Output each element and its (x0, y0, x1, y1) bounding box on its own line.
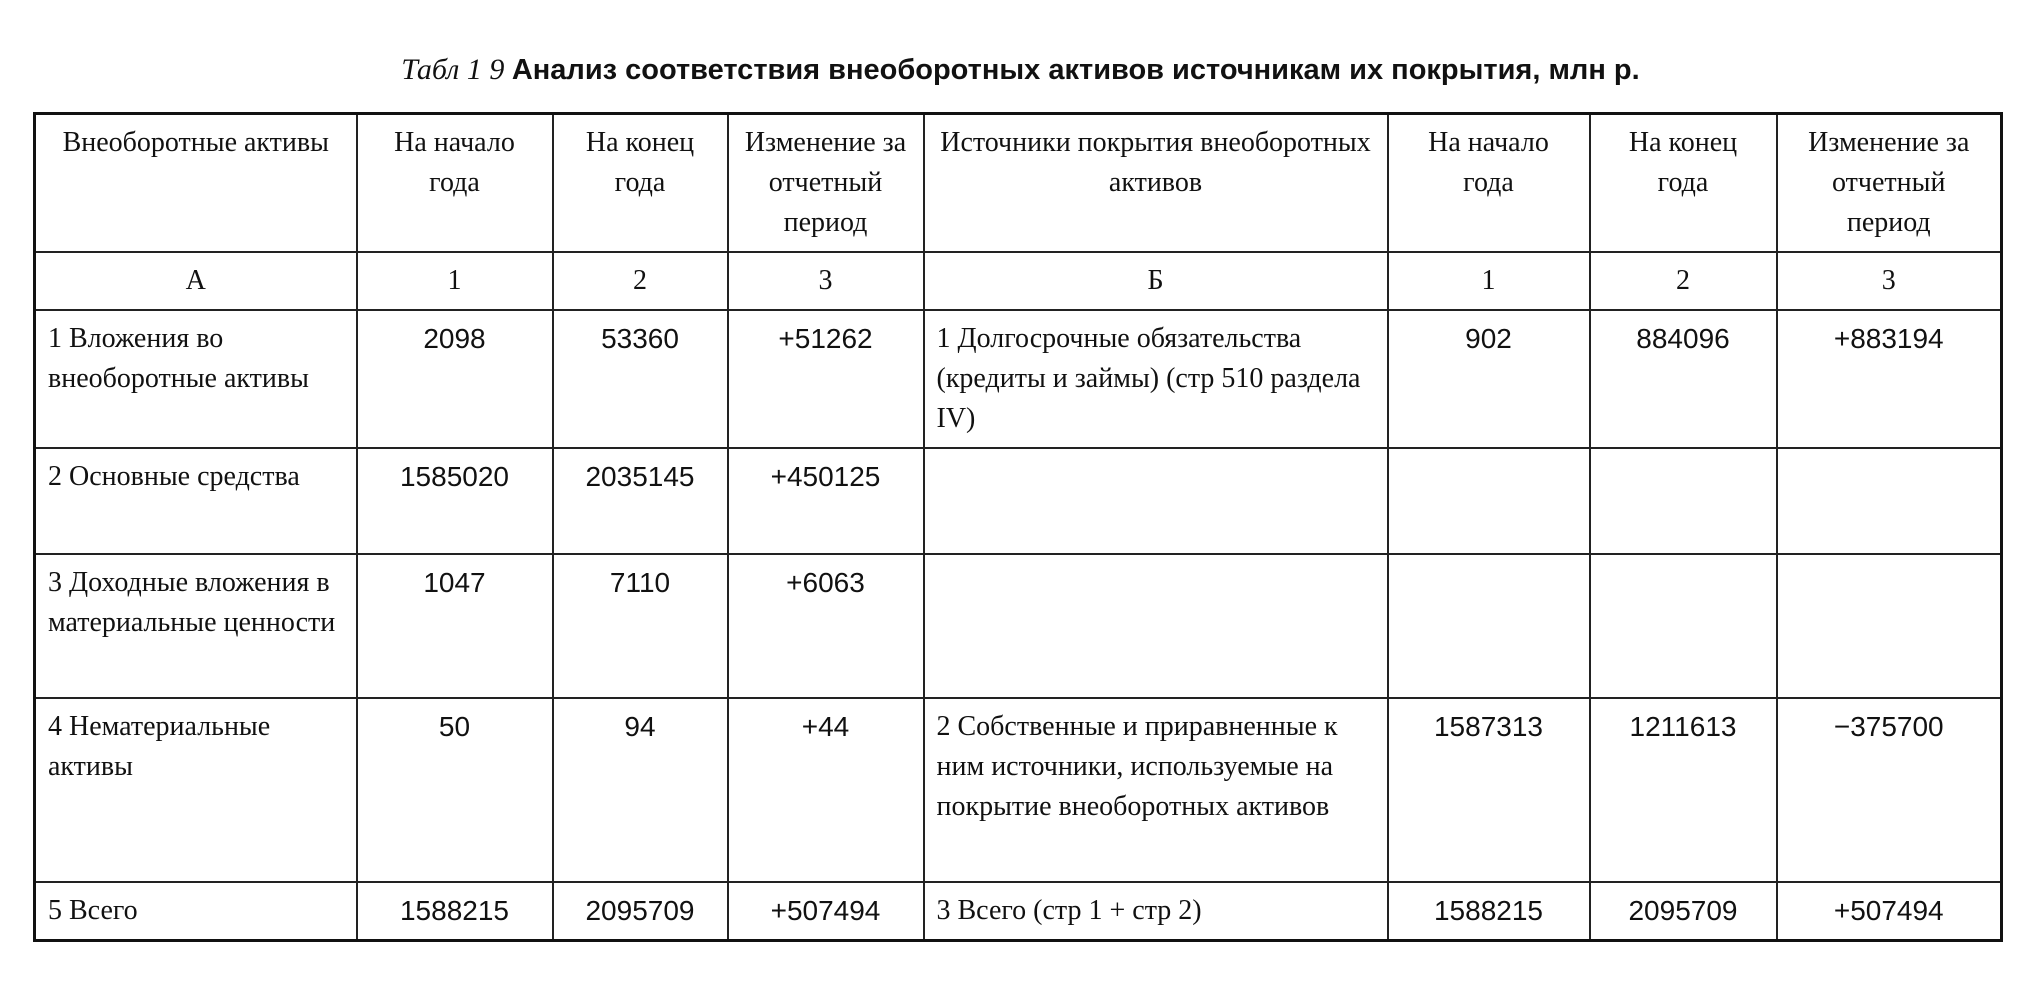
asset-end-value: 94 (553, 698, 728, 882)
header-change-2: Изменение за отчетный период (1777, 114, 2002, 253)
source-end-value (1590, 448, 1777, 554)
source-start-value (1388, 554, 1590, 698)
asset-change-value: +6063 (728, 554, 924, 698)
asset-change-value: +507494 (728, 882, 924, 941)
source-end-value: 2095709 (1590, 882, 1777, 941)
asset-change-value: +51262 (728, 310, 924, 448)
index-cell: 2 (1590, 252, 1777, 310)
index-cell: Б (924, 252, 1388, 310)
table-row (35, 310, 2002, 448)
table-number: Табл 1 9 (401, 53, 505, 86)
source-change-value: +883194 (1777, 310, 2002, 448)
asset-name: 1 Вложения во внеоборотные активы (35, 310, 357, 448)
asset-end-value: 2095709 (553, 882, 728, 941)
source-name: 3 Всего (стр 1 + стр 2) (924, 882, 1388, 941)
source-end-value: 1211613 (1590, 698, 1777, 882)
asset-end-value: 2035145 (553, 448, 728, 554)
asset-name: 5 Всего (35, 882, 357, 941)
source-change-value: +507494 (1777, 882, 2002, 941)
index-cell: 3 (728, 252, 924, 310)
asset-name: 3 Доходные вложения в материальные ценности (35, 554, 357, 698)
asset-change-value: +450125 (728, 448, 924, 554)
header-start: На начало года (357, 114, 553, 253)
table-title: Анализ соответствия внеоборотных активов источникам их покрытия, млн р. (511, 54, 1640, 86)
source-end-value (1590, 554, 1777, 698)
asset-end-value: 7110 (553, 554, 728, 698)
source-change-value: −375700 (1777, 698, 2002, 882)
header-change: Изменение за отчетный период (728, 114, 924, 253)
source-name (924, 448, 1388, 554)
table-row (35, 698, 2002, 882)
header-assets: Внеоборотные активы (35, 114, 357, 253)
source-start-value (1388, 448, 1590, 554)
table-caption (0, 52, 2041, 88)
asset-start-value: 50 (357, 698, 553, 882)
analysis-table (33, 112, 2003, 942)
asset-start-value: 1047 (357, 554, 553, 698)
source-end-value: 884096 (1590, 310, 1777, 448)
header-start-2: На начало года (1388, 114, 1590, 253)
index-cell: А (35, 252, 357, 310)
asset-change-value: +44 (728, 698, 924, 882)
source-change-value (1777, 448, 2002, 554)
asset-start-value: 1588215 (357, 882, 553, 941)
asset-start-value: 2098 (357, 310, 553, 448)
asset-start-value: 1585020 (357, 448, 553, 554)
index-cell: 1 (357, 252, 553, 310)
header-row (35, 114, 2002, 253)
table-row (35, 448, 2002, 554)
table-row-total (35, 882, 2002, 941)
table-row (35, 554, 2002, 698)
source-name: 2 Собственные и приравненные к ним источники, используемые на покрытие внеоборотных активов (924, 698, 1388, 882)
index-row (35, 252, 2002, 310)
asset-end-value: 53360 (553, 310, 728, 448)
header-end: На конец года (553, 114, 728, 253)
source-start-value: 902 (1388, 310, 1590, 448)
index-cell: 3 (1777, 252, 2002, 310)
index-cell: 1 (1388, 252, 1590, 310)
source-change-value (1777, 554, 2002, 698)
source-start-value: 1588215 (1388, 882, 1590, 941)
source-name: 1 Долгосрочные обязательства (кредиты и займы) (стр 510 раздела IV) (924, 310, 1388, 448)
index-cell: 2 (553, 252, 728, 310)
asset-name: 2 Основные средства (35, 448, 357, 554)
header-sources: Источники покрытия внеоборотных активов (924, 114, 1388, 253)
header-end-2: На конец года (1590, 114, 1777, 253)
asset-name: 4 Нематериальные активы (35, 698, 357, 882)
source-name (924, 554, 1388, 698)
source-start-value: 1587313 (1388, 698, 1590, 882)
